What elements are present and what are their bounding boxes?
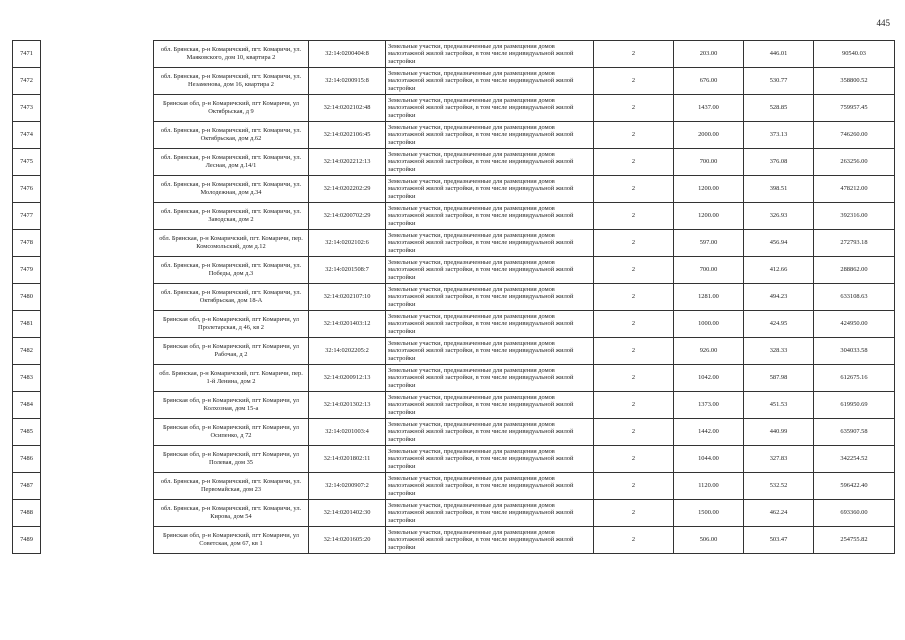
area-cell: 700.00 (674, 257, 744, 284)
spacer-cell (41, 446, 154, 473)
cadastral-value-cell: 619950.69 (814, 392, 895, 419)
land-purpose-cell: Земельные участки, предназначенные для размещения домов малоэтажной жилой застройки, в том числе индивидуальной жилой застройки (386, 257, 594, 284)
table-row (13, 257, 895, 284)
cadastral-value-table (12, 40, 895, 554)
table-body (13, 41, 895, 554)
cadastral-value-cell: 746260.00 (814, 122, 895, 149)
category-cell: 2 (594, 203, 674, 230)
row-number: 7478 (13, 230, 41, 257)
cadastral-number-cell: 32:14:0201802:11 (309, 446, 386, 473)
specific-value-cell: 398.51 (744, 176, 814, 203)
category-cell: 2 (594, 284, 674, 311)
cadastral-value-cell: 392316.00 (814, 203, 895, 230)
address-cell: обл. Брянская, р-н Комаричский, пгт. Комаричи, ул. Лесная, дом д.14/1 (154, 149, 309, 176)
land-purpose-cell: Земельные участки, предназначенные для размещения домов малоэтажной жилой застройки, в том числе индивидуальной жилой застройки (386, 500, 594, 527)
area-cell: 926.00 (674, 338, 744, 365)
row-number: 7473 (13, 95, 41, 122)
cadastral-value-cell: 304033.58 (814, 338, 895, 365)
cadastral-number-cell: 32:14:0202202:29 (309, 176, 386, 203)
land-purpose-cell: Земельные участки, предназначенные для размещения домов малоэтажной жилой застройки, в том числе индивидуальной жилой застройки (386, 446, 594, 473)
table-row (13, 338, 895, 365)
category-cell: 2 (594, 176, 674, 203)
cadastral-number-cell: 32:14:0201003:4 (309, 419, 386, 446)
cadastral-number-cell: 32:14:0202102:48 (309, 95, 386, 122)
table-row (13, 311, 895, 338)
spacer-cell (41, 41, 154, 68)
category-cell: 2 (594, 392, 674, 419)
table-row (13, 176, 895, 203)
area-cell: 1042.00 (674, 365, 744, 392)
address-cell: Брянская обл, р-н Комаричский, пгт Комаричи, ул Советская, дом 67, кв 1 (154, 527, 309, 554)
table-row (13, 230, 895, 257)
address-cell: обл. Брянская, р-н Комаричский, пгт. Комаричи, ул. Первомайская, дом 23 (154, 473, 309, 500)
area-cell: 203.00 (674, 41, 744, 68)
specific-value-cell: 376.08 (744, 149, 814, 176)
specific-value-cell: 412.66 (744, 257, 814, 284)
spacer-cell (41, 257, 154, 284)
category-cell: 2 (594, 230, 674, 257)
table-row (13, 419, 895, 446)
category-cell: 2 (594, 473, 674, 500)
cadastral-number-cell: 32:14:0201508:7 (309, 257, 386, 284)
spacer-cell (41, 122, 154, 149)
table-row (13, 149, 895, 176)
land-purpose-cell: Земельные участки, предназначенные для размещения домов малоэтажной жилой застройки, в том числе индивидуальной жилой застройки (386, 149, 594, 176)
cadastral-value-cell: 612675.16 (814, 365, 895, 392)
spacer-cell (41, 500, 154, 527)
cadastral-value-cell: 478212.00 (814, 176, 895, 203)
address-cell: обл. Брянская, р-н Комаричский, пгт. Комаричи, ул. Заводская, дом 2 (154, 203, 309, 230)
area-cell: 676.00 (674, 68, 744, 95)
specific-value-cell: 327.83 (744, 446, 814, 473)
address-cell: обл. Брянская, р-н Комаричский, пгт. Комаричи, пер. 1-й Ленина, дом 2 (154, 365, 309, 392)
table-row (13, 284, 895, 311)
address-cell: обл. Брянская, р-н Комаричский, пгт. Комаричи, ул. Октябрьская, дом 18-А (154, 284, 309, 311)
area-cell: 1120.00 (674, 473, 744, 500)
category-cell: 2 (594, 338, 674, 365)
cadastral-value-cell: 342254.52 (814, 446, 895, 473)
area-cell: 506.00 (674, 527, 744, 554)
spacer-cell (41, 419, 154, 446)
land-purpose-cell: Земельные участки, предназначенные для размещения домов малоэтажной жилой застройки, в том числе индивидуальной жилой застройки (386, 68, 594, 95)
cadastral-value-cell: 424950.00 (814, 311, 895, 338)
cadastral-value-cell: 635907.58 (814, 419, 895, 446)
spacer-cell (41, 338, 154, 365)
category-cell: 2 (594, 257, 674, 284)
land-purpose-cell: Земельные участки, предназначенные для размещения домов малоэтажной жилой застройки, в том числе индивидуальной жилой застройки (386, 365, 594, 392)
area-cell: 2000.00 (674, 122, 744, 149)
area-cell: 700.00 (674, 149, 744, 176)
cadastral-value-cell: 759957.45 (814, 95, 895, 122)
row-number: 7486 (13, 446, 41, 473)
land-purpose-cell: Земельные участки, предназначенные для размещения домов малоэтажной жилой застройки, в том числе индивидуальной жилой застройки (386, 311, 594, 338)
page-number: 445 (876, 18, 890, 28)
specific-value-cell: 456.94 (744, 230, 814, 257)
cadastral-number-cell: 32:14:0202107:10 (309, 284, 386, 311)
area-cell: 1373.00 (674, 392, 744, 419)
row-number: 7488 (13, 500, 41, 527)
row-number: 7477 (13, 203, 41, 230)
address-cell: обл. Брянская, р-н Комаричский, пгт. Комаричи, ул. Маяковского, дом 10, квартира 2 (154, 41, 309, 68)
table-row (13, 41, 895, 68)
specific-value-cell: 587.98 (744, 365, 814, 392)
address-cell: обл. Брянская, р-н Комаричский, пгт. Комаричи, ул. Октябрьская, дом д.62 (154, 122, 309, 149)
area-cell: 597.00 (674, 230, 744, 257)
cadastral-number-cell: 32:14:0200702:29 (309, 203, 386, 230)
cadastral-number-cell: 32:14:0202102:6 (309, 230, 386, 257)
address-cell: обл. Брянская, р-н Комаричский, пгт. Комаричи, ул. Молодежная, дом д.34 (154, 176, 309, 203)
spacer-cell (41, 473, 154, 500)
specific-value-cell: 494.23 (744, 284, 814, 311)
spacer-cell (41, 527, 154, 554)
specific-value-cell: 462.24 (744, 500, 814, 527)
row-number: 7474 (13, 122, 41, 149)
specific-value-cell: 446.01 (744, 41, 814, 68)
row-number: 7483 (13, 365, 41, 392)
row-number: 7472 (13, 68, 41, 95)
spacer-cell (41, 95, 154, 122)
cadastral-number-cell: 32:14:0201403:12 (309, 311, 386, 338)
specific-value-cell: 373.13 (744, 122, 814, 149)
cadastral-value-cell: 263256.00 (814, 149, 895, 176)
cadastral-value-cell: 272793.18 (814, 230, 895, 257)
cadastral-number-cell: 32:14:0200912:13 (309, 365, 386, 392)
spacer-cell (41, 365, 154, 392)
row-number: 7476 (13, 176, 41, 203)
address-cell: Брянская обл, р-н Комаричский, пгт Комаричи, ул Полевая, дом 35 (154, 446, 309, 473)
cadastral-number-cell: 32:14:0200915:8 (309, 68, 386, 95)
cadastral-value-cell: 288862.00 (814, 257, 895, 284)
area-cell: 1500.00 (674, 500, 744, 527)
cadastral-number-cell: 32:14:0202212:13 (309, 149, 386, 176)
specific-value-cell: 532.52 (744, 473, 814, 500)
category-cell: 2 (594, 446, 674, 473)
row-number: 7475 (13, 149, 41, 176)
category-cell: 2 (594, 419, 674, 446)
table-row (13, 68, 895, 95)
category-cell: 2 (594, 500, 674, 527)
spacer-cell (41, 203, 154, 230)
cadastral-number-cell: 32:14:0200404:8 (309, 41, 386, 68)
table-row (13, 203, 895, 230)
category-cell: 2 (594, 527, 674, 554)
cadastral-number-cell: 32:14:0201302:13 (309, 392, 386, 419)
table-row (13, 473, 895, 500)
row-number: 7482 (13, 338, 41, 365)
category-cell: 2 (594, 149, 674, 176)
address-cell: Брянская обл, р-н Комаричский, пгт Комаричи, ул Октябрьская, д 9 (154, 95, 309, 122)
row-number: 7480 (13, 284, 41, 311)
land-purpose-cell: Земельные участки, предназначенные для размещения домов малоэтажной жилой застройки, в том числе индивидуальной жилой застройки (386, 122, 594, 149)
land-purpose-cell: Земельные участки, предназначенные для размещения домов малоэтажной жилой застройки, в том числе индивидуальной жилой застройки (386, 284, 594, 311)
category-cell: 2 (594, 68, 674, 95)
cadastral-value-cell: 90540.03 (814, 41, 895, 68)
row-number: 7489 (13, 527, 41, 554)
area-cell: 1000.00 (674, 311, 744, 338)
category-cell: 2 (594, 122, 674, 149)
cadastral-value-cell: 254755.82 (814, 527, 895, 554)
specific-value-cell: 503.47 (744, 527, 814, 554)
row-number: 7484 (13, 392, 41, 419)
specific-value-cell: 326.93 (744, 203, 814, 230)
land-purpose-cell: Земельные участки, предназначенные для размещения домов малоэтажной жилой застройки, в том числе индивидуальной жилой застройки (386, 95, 594, 122)
specific-value-cell: 451.53 (744, 392, 814, 419)
area-cell: 1437.00 (674, 95, 744, 122)
cadastral-number-cell: 32:14:0201605:20 (309, 527, 386, 554)
category-cell: 2 (594, 41, 674, 68)
land-purpose-cell: Земельные участки, предназначенные для размещения домов малоэтажной жилой застройки, в том числе индивидуальной жилой застройки (386, 473, 594, 500)
cadastral-number-cell: 32:14:0202106:45 (309, 122, 386, 149)
table-row (13, 500, 895, 527)
table-row (13, 95, 895, 122)
address-cell: Брянская обл, р-н Комаричский, пгт Комаричи, ул Колхозная, дом 15-а (154, 392, 309, 419)
category-cell: 2 (594, 95, 674, 122)
spacer-cell (41, 392, 154, 419)
land-purpose-cell: Земельные участки, предназначенные для размещения домов малоэтажной жилой застройки, в том числе индивидуальной жилой застройки (386, 176, 594, 203)
row-number: 7481 (13, 311, 41, 338)
table-row (13, 446, 895, 473)
specific-value-cell: 530.77 (744, 68, 814, 95)
address-cell: обл. Брянская, р-н Комаричский, пгт. Комаричи, ул. Победы, дом д.3 (154, 257, 309, 284)
area-cell: 1200.00 (674, 176, 744, 203)
address-cell: обл. Брянская, р-н Комаричский, пгт. Комаричи, ул. Кирова, дом 54 (154, 500, 309, 527)
table-row (13, 365, 895, 392)
specific-value-cell: 440.99 (744, 419, 814, 446)
land-purpose-cell: Земельные участки, предназначенные для размещения домов малоэтажной жилой застройки, в том числе индивидуальной жилой застройки (386, 392, 594, 419)
category-cell: 2 (594, 365, 674, 392)
cadastral-value-cell: 633108.63 (814, 284, 895, 311)
address-cell: Брянская обл, р-н Комаричский, пгт Комаричи, ул Рабочая, д 2 (154, 338, 309, 365)
address-cell: обл. Брянская, р-н Комаричский, пгт. Комаричи, пер. Комсомольский, дом д.12 (154, 230, 309, 257)
spacer-cell (41, 149, 154, 176)
land-purpose-cell: Земельные участки, предназначенные для размещения домов малоэтажной жилой застройки, в том числе индивидуальной жилой застройки (386, 338, 594, 365)
row-number: 7485 (13, 419, 41, 446)
table-row (13, 527, 895, 554)
cadastral-number-cell: 32:14:0201402:30 (309, 500, 386, 527)
land-purpose-cell: Земельные участки, предназначенные для размещения домов малоэтажной жилой застройки, в том числе индивидуальной жилой застройки (386, 41, 594, 68)
address-cell: обл. Брянская, р-н Комаричский, пгт. Комаричи, ул. Незаменова, дом 16, квартира 2 (154, 68, 309, 95)
area-cell: 1200.00 (674, 203, 744, 230)
spacer-cell (41, 176, 154, 203)
table-row (13, 392, 895, 419)
cadastral-value-cell: 693360.00 (814, 500, 895, 527)
address-cell: Брянская обл, р-н Комаричский, пгт Комаричи, ул Пролетарская, д 46, кв 2 (154, 311, 309, 338)
row-number: 7471 (13, 41, 41, 68)
specific-value-cell: 328.33 (744, 338, 814, 365)
specific-value-cell: 424.95 (744, 311, 814, 338)
cadastral-number-cell: 32:14:0200907:2 (309, 473, 386, 500)
land-purpose-cell: Земельные участки, предназначенные для размещения домов малоэтажной жилой застройки, в том числе индивидуальной жилой застройки (386, 203, 594, 230)
table-row (13, 122, 895, 149)
cadastral-number-cell: 32:14:0202205:2 (309, 338, 386, 365)
specific-value-cell: 528.85 (744, 95, 814, 122)
spacer-cell (41, 68, 154, 95)
address-cell: Брянская обл, р-н Комаричский, пгт Комаричи, ул Осипенко, д 72 (154, 419, 309, 446)
category-cell: 2 (594, 311, 674, 338)
area-cell: 1044.00 (674, 446, 744, 473)
land-purpose-cell: Земельные участки, предназначенные для размещения домов малоэтажной жилой застройки, в том числе индивидуальной жилой застройки (386, 230, 594, 257)
area-cell: 1442.00 (674, 419, 744, 446)
cadastral-value-cell: 358800.52 (814, 68, 895, 95)
cadastral-value-cell: 596422.40 (814, 473, 895, 500)
row-number: 7487 (13, 473, 41, 500)
spacer-cell (41, 284, 154, 311)
land-purpose-cell: Земельные участки, предназначенные для размещения домов малоэтажной жилой застройки, в том числе индивидуальной жилой застройки (386, 419, 594, 446)
spacer-cell (41, 311, 154, 338)
area-cell: 1281.00 (674, 284, 744, 311)
spacer-cell (41, 230, 154, 257)
row-number: 7479 (13, 257, 41, 284)
land-purpose-cell: Земельные участки, предназначенные для размещения домов малоэтажной жилой застройки, в том числе индивидуальной жилой застройки (386, 527, 594, 554)
